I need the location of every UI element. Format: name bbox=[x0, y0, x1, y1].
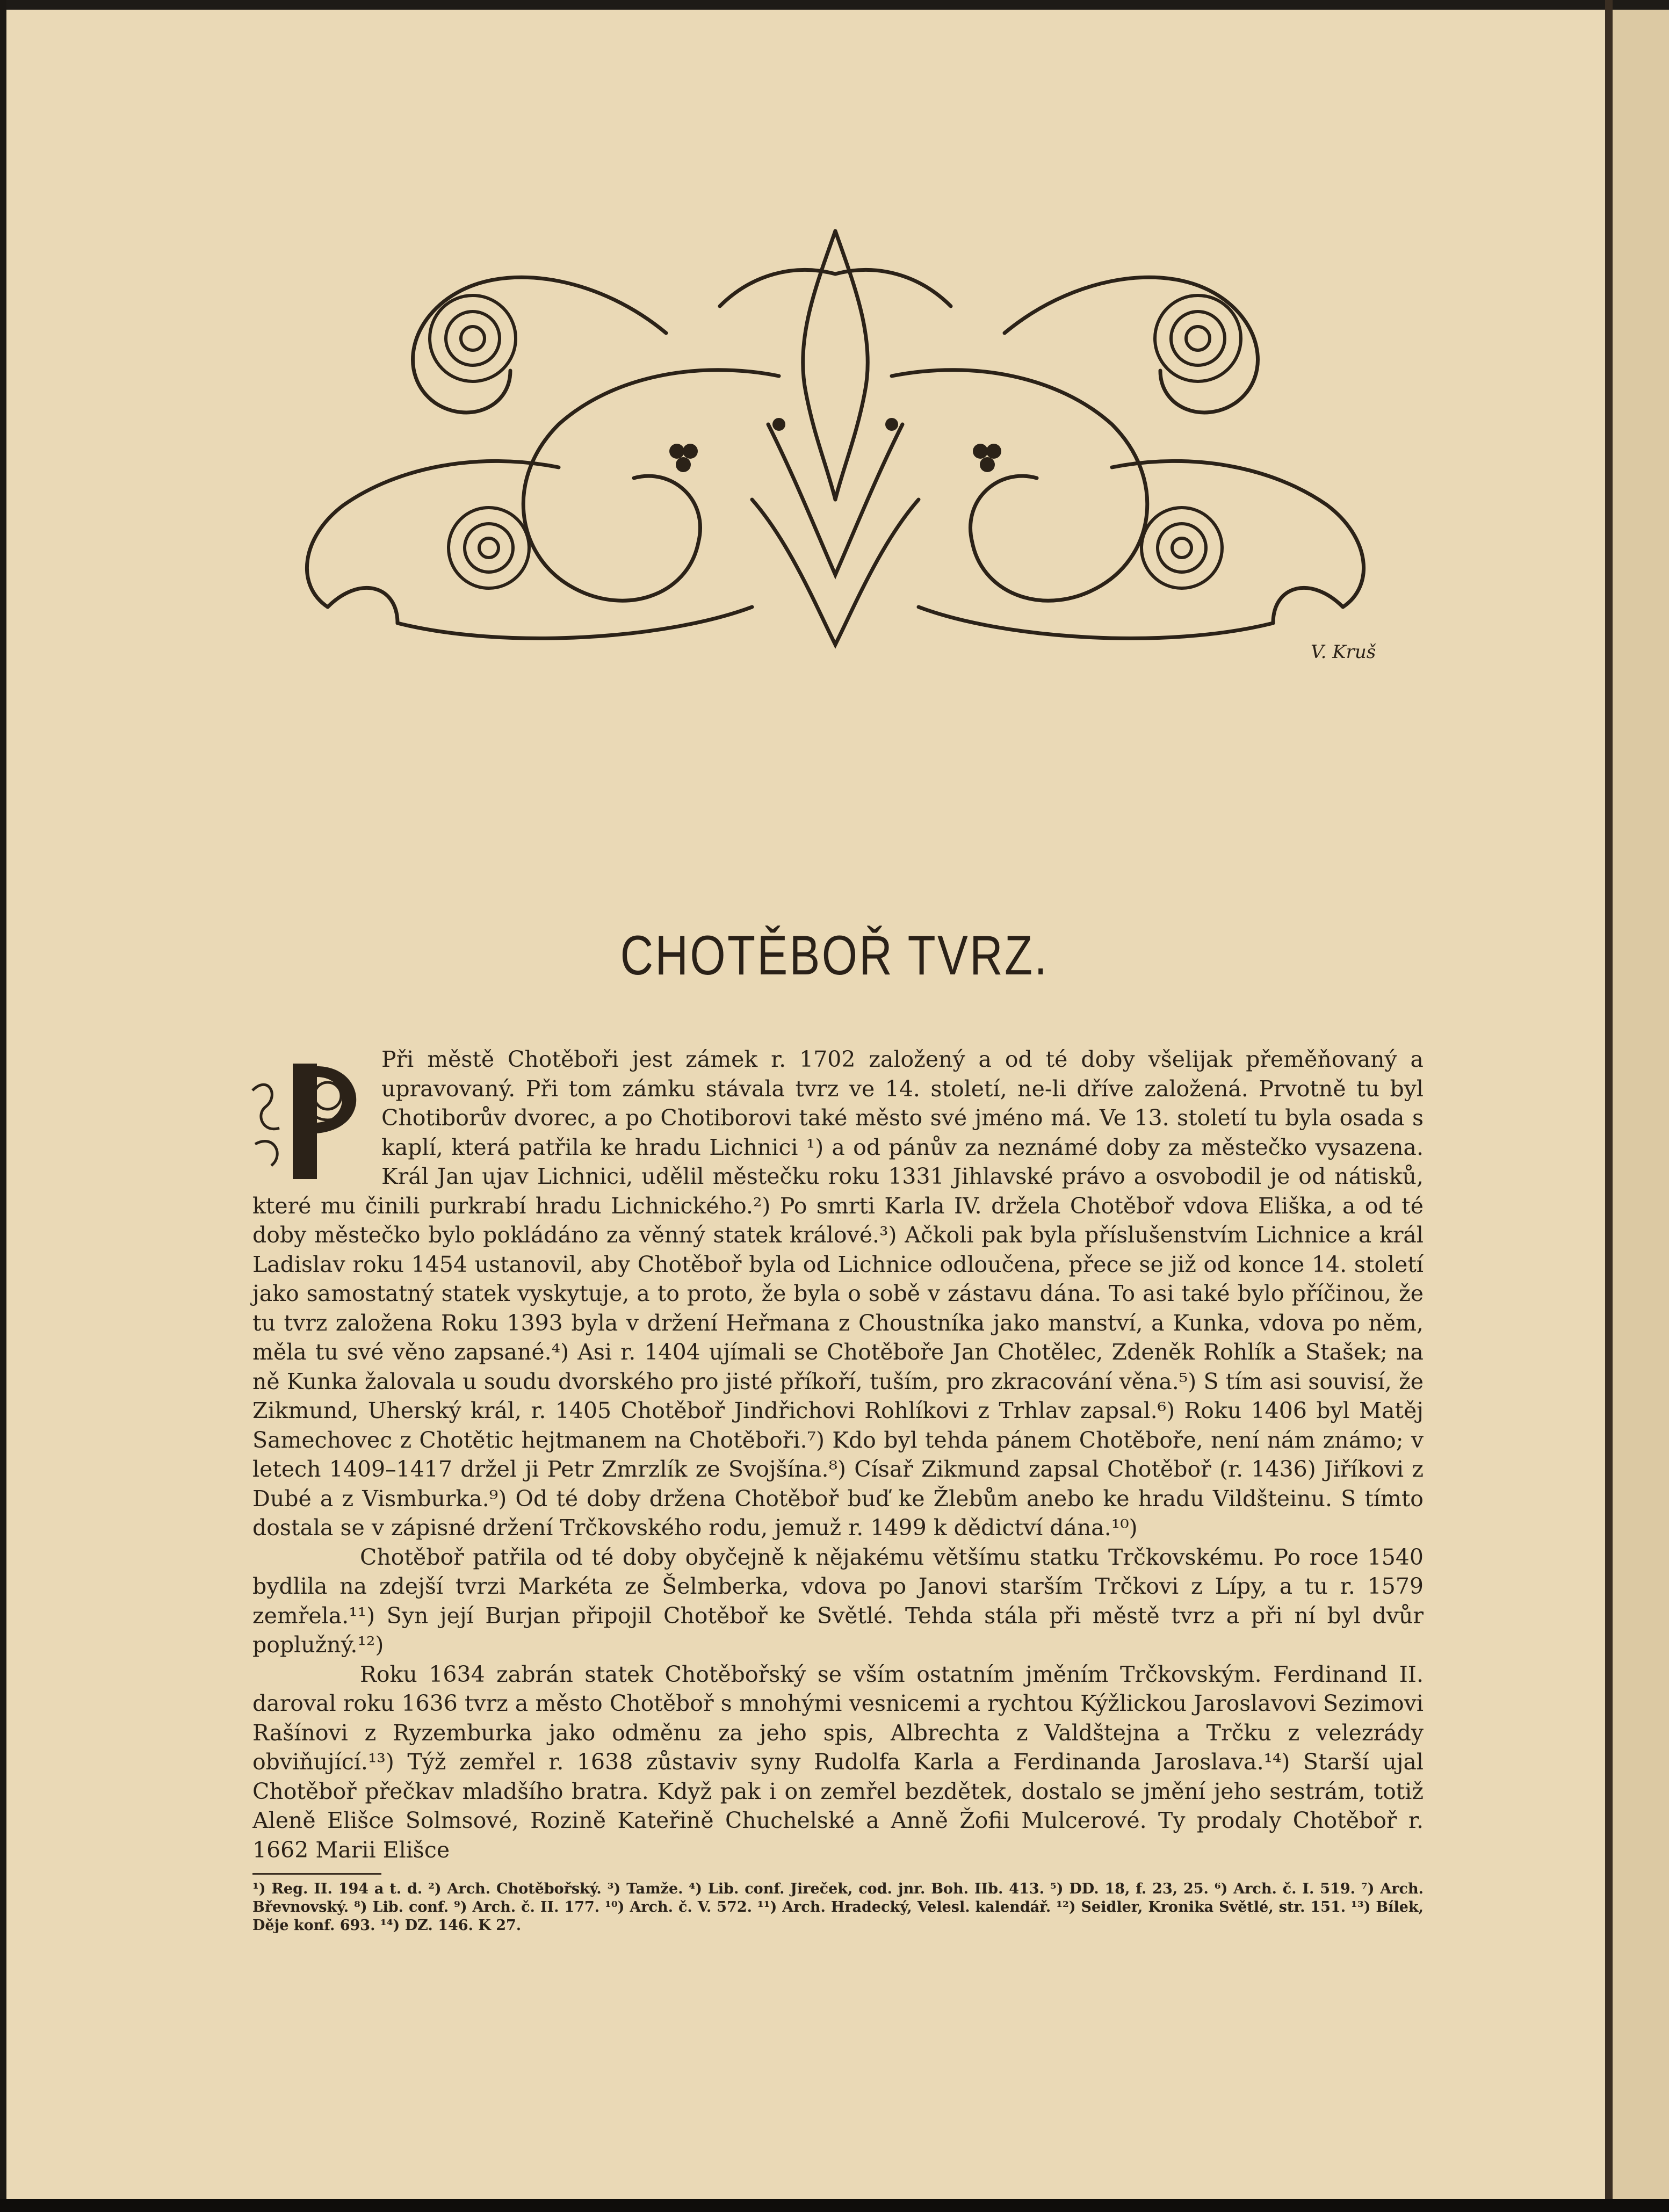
scan-edge-bottom bbox=[0, 2199, 1669, 2212]
article-body bbox=[252, 1045, 1424, 1864]
paragraph-2: Chotěboř patřila od té doby obyčejně k nějakému většímu statku Trčkovskému. Po roce 1540 bydlila na zdejší tvrzi Markéta ze Šelmberka, vdova po Janovi starším Trčkovi z Lípy, a tu r. 1579 zemřela.¹¹) Syn její Burjan připojil Chotěboř ke Světlé. Tehda stála při městě tvrz a při ní byl dvůr poplužný.¹²) bbox=[252, 1544, 1424, 1658]
footnotes bbox=[252, 1880, 1424, 1935]
page-title: CHOTĚBOŘ TVRZ. bbox=[620, 924, 1049, 987]
footnote-divider bbox=[252, 1873, 381, 1875]
adjacent-page bbox=[1613, 10, 1669, 2199]
footnotes-text: ¹) Reg. II. 194 a t. d. ²) Arch. Chotěbořský. ³) Tamže. ⁴) Lib. conf. Jireček, cod. jnr. Boh. IIb. 413. ⁵) DD. 18, f. 23, 25. ⁶) Arch. č. I. 519. ⁷) Arch. Břevnovský. ⁸) Lib. conf. ⁹) Arch. č. II. 177. ¹⁰) Arch. č. V. 572. ¹¹) Arch. Hradecký, Velesl. kalendář. ¹²) Seidler, Kronika Světlé, str. 151. ¹³) Bílek, Děje konf. 693. ¹⁴) DZ. 146. K 27. bbox=[252, 1881, 1424, 1934]
page-gutter bbox=[1605, 0, 1613, 2212]
floral-scroll-ornament-icon bbox=[236, 199, 1434, 682]
dropcap-space bbox=[252, 1045, 381, 1190]
artist-signature: V. Kruš bbox=[1311, 641, 1376, 663]
paragraph-1: Při městě Chotěboři jest zámek r. 1702 založený a od té doby všelijak přeměňovaný a upravovaný. Při tom zámku stávala tvrz ve 14. století, ne-li dříve založená. Prvotně tu byl Chotiborův dvorec, a po Chotiborovi také město své jméno má. Ve 13. století tu byla osada s kaplí, která patřila ke hradu Lichnici ¹) a od pánův za neznámé doby za městečko vysazena. Král Jan ujav Lichnici, udělil městečku roku 1331 Jihlavské právo a osvobodil je od nátisků, které mu činili purkrabí hradu Lichnického.²) Po smrti Karla IV. držela Chotěboř vdova Eliška, a od té doby městečko bylo pokládáno za věnný statek králové.³) Ačkoli pak byla příslušenstvím Lichnice a král Ladislav roku 1454 ustanovil, aby Chotěboř byla od Lichnice odloučena, přece se již od konce 14. století jako samostatný statek vyskytuje, a to proto, že byla o sobě v zástavu dána. To asi také bylo příčinou, že tu tvrz založena Roku 1393 byla v držení Heřmana z Choustníka jako manství, a Kunka, vdova po něm, měla tu své věno zapsané.⁴) Asi r. 1404 ujímali se Chotěboře Jan Chotělec, Zdeněk Rohlík a Stašek; na ně Kunka žalovala u soudu dvorského pro jisté příkoří, tuším, pro zkracování věna.⁵) S tím asi souvisí, že Zikmund, Uherský král, r. 1405 Chotěboř Jindřichovi Rohlíkovi z Trhlav zapsal.⁶) Roku 1406 byl Matěj Samechovec z Chotětic hejtmanem na Chotěboři.⁷) Kdo byl tehda pánem Chotěboře, není nám známo; v letech 1409–1417 držel ji Petr Zmrzlík ze Svojšína.⁸) Císař Zikmund zapsal Chotěboř (r. 1436) Jiříkovi z Dubé a z Vismburka.⁹) Od té doby držena Chotěboř buď ke Žlebům anebo ke hradu Vildšteinu. S tímto dostala se v zápisné držení Trčkovského rodu, jemuž r. 1499 k dědictví dána.¹⁰) bbox=[252, 1046, 1424, 1541]
scan-edge-top bbox=[0, 0, 1669, 10]
paragraph-3: Roku 1634 zabrán statek Chotěbořský se vším ostatním jměním Trčkovským. Ferdinand II. daroval roku 1636 tvrz a město Chotěboř s mnohými vesnicemi a rychtou Kýžlickou Jaroslavovi Sezimovi Rašínovi z Ryzemburka jako odměnu za jeho spis, Albrechta z Valdštejna a Trčku z velezrády obviňující.¹³) Týž zemřel r. 1638 zůstaviv syny Rudolfa Karla a Ferdinanda Jaroslava.¹⁴) Starší ujal Chotěboř přečkav mladšího bratra. Když pak i on zemřel bezdětek, dostalo se jmění jeho sestrám, totiž Aleně Elišce Solmsové, Rozině Kateřině Chuchelské a Anně Žofii Mulcerové. Ty prodaly Chotěboř r. 1662 Marii Elišce bbox=[252, 1661, 1424, 1863]
scan-edge-left bbox=[0, 0, 6, 2212]
